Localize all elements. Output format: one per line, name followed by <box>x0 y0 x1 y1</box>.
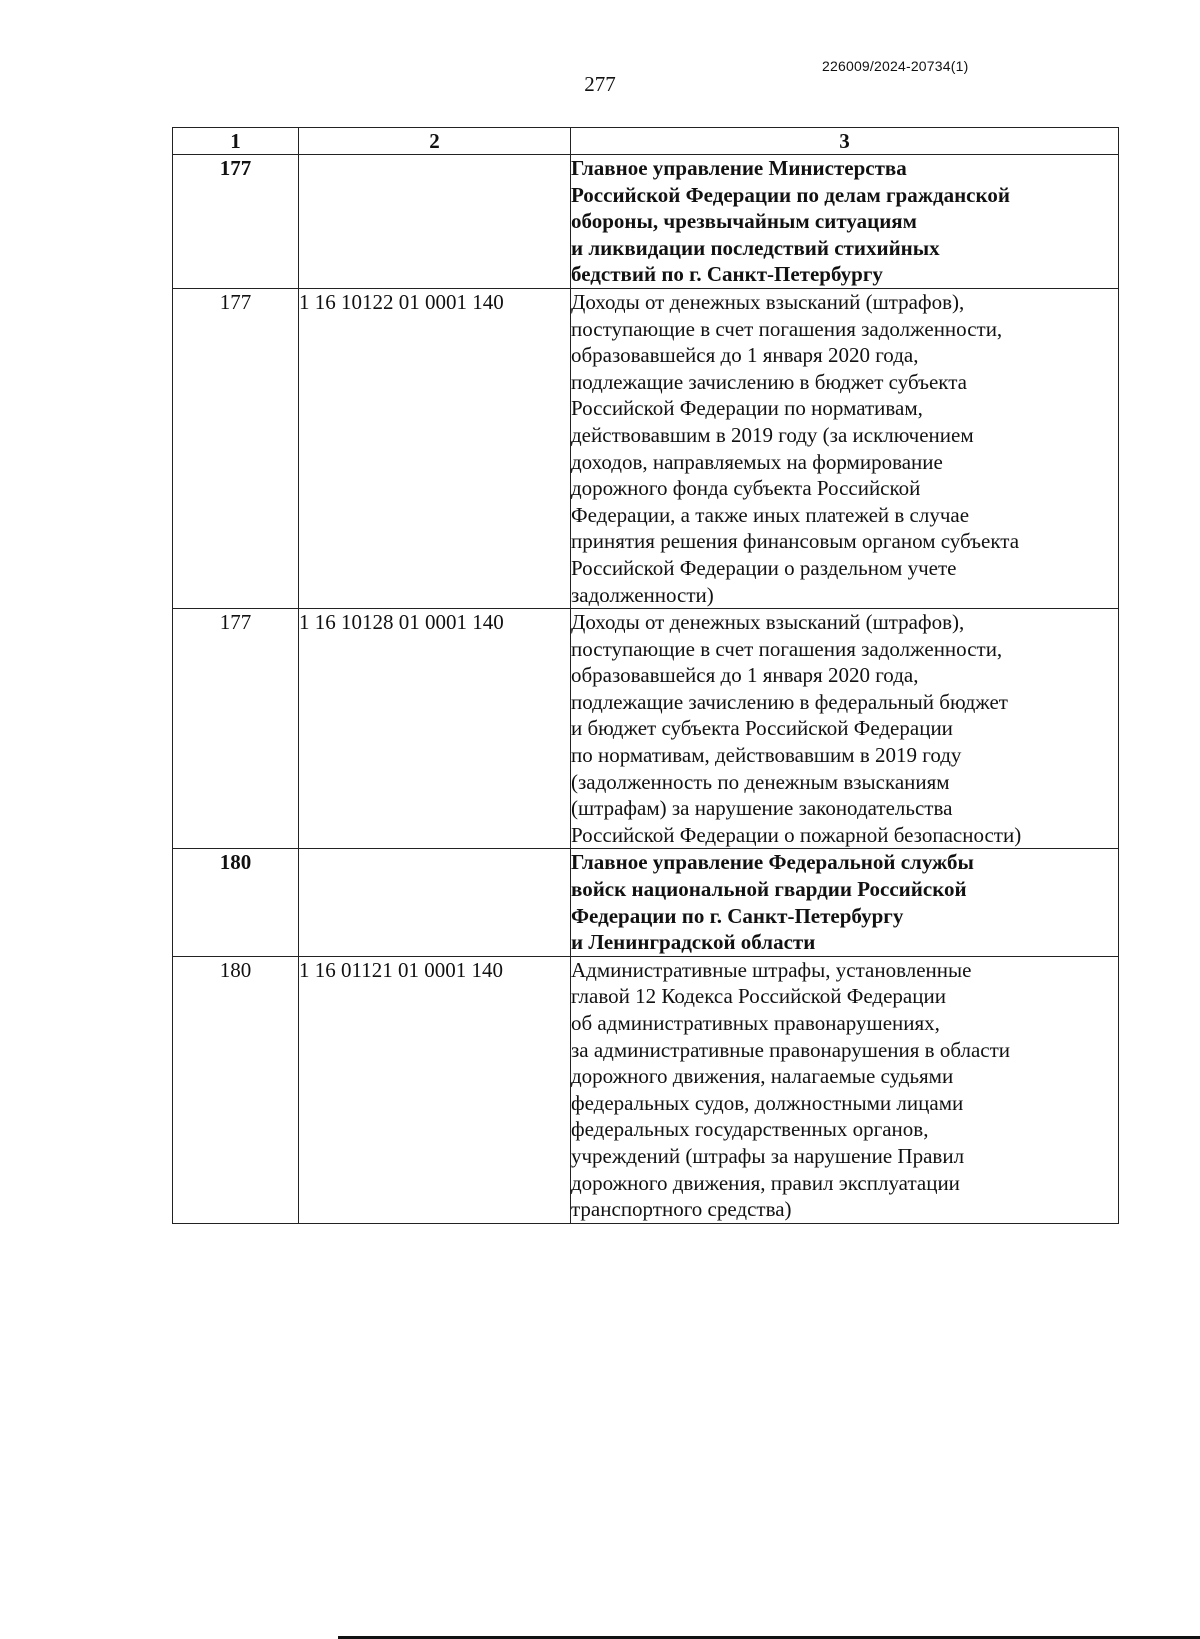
revenue-name-line: Главное управление Министерства <box>571 156 907 180</box>
budget-classification-code-cell: 1 16 10122 01 0001 140 <box>299 288 571 608</box>
revenue-name-cell <box>571 849 1119 956</box>
revenue-name-line: Доходы от денежных взысканий (штрафов), <box>571 289 965 314</box>
column-header-2: 2 <box>299 128 571 155</box>
revenue-name-line: поступающие в счет погашения задолженности, <box>571 316 1003 341</box>
revenue-name-line: по нормативам, действовавшим в 2019 году <box>571 743 962 768</box>
revenue-name-line: бедствий по г. Санкт-Петербургу <box>571 262 883 287</box>
revenue-codes-table <box>172 127 1119 1224</box>
revenue-name-line: образовавшейся до 1 января 2020 года, <box>571 343 919 368</box>
table-row <box>173 849 1119 956</box>
revenue-name-line: подлежащие зачислению в бюджет субъекта <box>571 369 967 394</box>
revenue-name-line: учреждений (штрафы за нарушение Правил <box>571 1143 965 1168</box>
budget-classification-code-cell <box>299 155 571 289</box>
revenue-name-line: принятия решения финансовым органом субъекта <box>571 529 1020 554</box>
revenue-name-line: Административные штрафы, установленные <box>571 957 972 982</box>
revenue-name-line: Российской Федерации о раздельном учете <box>571 555 957 580</box>
revenue-name-line: (задолженность по денежным взысканиям <box>571 769 950 794</box>
revenue-name-line: поступающие в счет погашения задолженности, <box>571 636 1003 661</box>
revenue-name-cell <box>571 956 1119 1223</box>
admin-code-cell: 180 <box>173 956 299 1223</box>
revenue-name-line: федеральных государственных органов, <box>571 1117 929 1142</box>
revenue-name-line: Российской Федерации о пожарной безопасности) <box>571 822 1022 847</box>
table-header <box>173 128 1119 155</box>
admin-code-cell: 177 <box>173 609 299 849</box>
revenue-name-line: Российской Федерации по нормативам, <box>571 396 923 421</box>
table-header-row <box>173 128 1119 155</box>
revenue-name-line: транспортного средства) <box>571 1197 792 1222</box>
revenue-name-line: доходов, направляемых на формирование <box>571 449 943 474</box>
budget-classification-code-cell <box>299 849 571 956</box>
table-body <box>173 155 1119 1224</box>
revenue-name-line: Главное управление Федеральной службы <box>571 850 974 875</box>
revenue-name-cell <box>571 155 1119 289</box>
revenue-name-line: федеральных судов, должностными лицами <box>571 1090 964 1115</box>
revenue-name-line: действовавшим в 2019 году (за исключением <box>571 422 974 447</box>
revenue-name-cell <box>571 609 1119 849</box>
revenue-name-line: Российской Федерации по делам гражданской <box>571 182 1010 207</box>
column-header-3: 3 <box>571 128 1119 155</box>
revenue-name-line: (штрафам) за нарушение законодательства <box>571 796 953 821</box>
revenue-name-line: Федерации по г. Санкт-Петербургу <box>571 903 904 928</box>
table-row <box>173 155 1119 289</box>
revenue-name-line: Доходы от денежных взысканий (штрафов), <box>571 610 965 635</box>
revenue-name-line: и Ленинградской области <box>571 930 816 955</box>
table-row <box>173 609 1119 849</box>
revenue-name-line: образовавшейся до 1 января 2020 года, <box>571 663 919 688</box>
revenue-name-line: войск национальной гвардии Российской <box>571 877 967 902</box>
revenue-name-line: дорожного движения, правил эксплуатации <box>571 1170 960 1195</box>
admin-code-cell: 177 <box>173 155 299 289</box>
table-row <box>173 288 1119 608</box>
budget-classification-code-cell: 1 16 01121 01 0001 140 <box>299 956 571 1223</box>
document-registration-number: 226009/2024-20734(1) <box>822 58 969 74</box>
column-header-1: 1 <box>173 128 299 155</box>
revenue-name-line: и бюджет субъекта Российской Федерации <box>571 716 953 741</box>
revenue-name-line: обороны, чрезвычайным ситуациям <box>571 209 917 234</box>
revenue-name-line: за административные правонарушения в области <box>571 1037 1011 1062</box>
revenue-name-line: подлежащие зачислению в федеральный бюджет <box>571 689 1008 714</box>
budget-classification-code-cell: 1 16 10128 01 0001 140 <box>299 609 571 849</box>
revenue-name-line: дорожного фонда субъекта Российской <box>571 476 921 501</box>
revenue-name-line: об административных правонарушениях, <box>571 1011 940 1035</box>
revenue-name-line: задолженности) <box>571 582 714 607</box>
admin-code-cell: 177 <box>173 288 299 608</box>
revenue-name-line: Федерации, а также иных платежей в случае <box>571 502 970 527</box>
revenue-name-line: и ликвидации последствий стихийных <box>571 235 940 260</box>
revenue-name-line: главой 12 Кодекса Российской Федерации <box>571 984 946 1009</box>
page-number: 277 <box>584 72 616 96</box>
revenue-name-line: дорожного движения, налагаемые судьями <box>571 1064 954 1089</box>
admin-code-cell: 180 <box>173 849 299 956</box>
table-row <box>173 956 1119 1223</box>
revenue-name-cell <box>571 288 1119 608</box>
